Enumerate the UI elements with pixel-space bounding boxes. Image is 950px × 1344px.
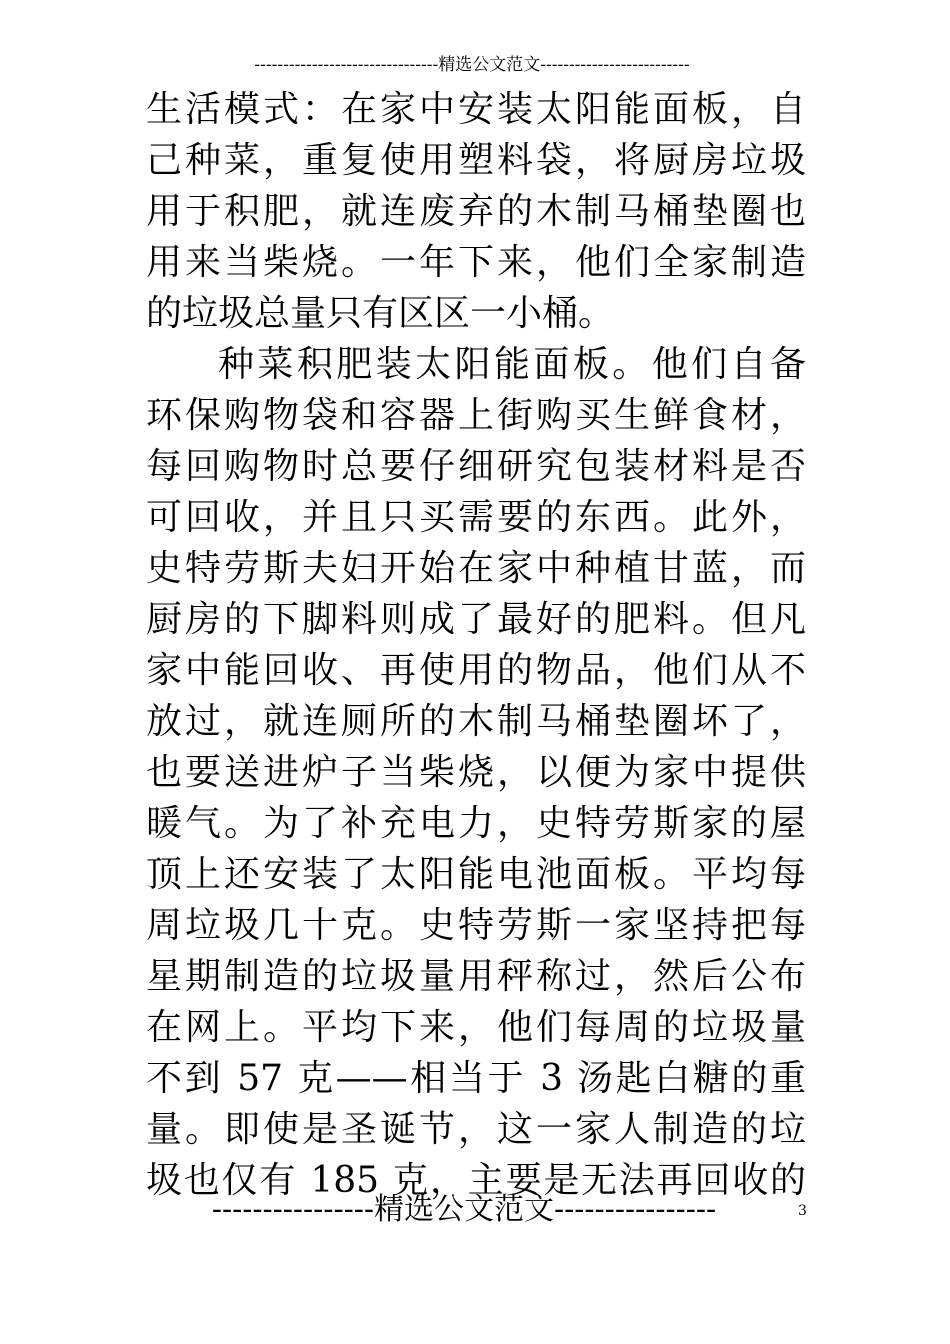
body-line: 圾也仅有 185 克，主要是无法再回收的 [146, 1160, 806, 1201]
page-number: 3 [798, 1203, 807, 1219]
body-line: 用于积肥，就连废弃的木制马桶垫圈也 [146, 191, 806, 232]
body-line: 每回购物时总要仔细研究包装材料是否 [146, 446, 806, 487]
body-line: 顶上还安装了太阳能电池面板。平均每 [146, 854, 806, 895]
body-line: 放过，就连厕所的木制马桶垫圈坏了， [146, 701, 806, 742]
page-footer: ----------------精选公文范文---------------- [211, 1192, 717, 1227]
body-line: 星期制造的垃圾量用秤称过，然后公布 [146, 956, 806, 997]
body-line: 环保购物袋和容器上街购买生鲜食材， [146, 395, 806, 436]
body-line: 厨房的下脚料则成了最好的肥料。但凡 [146, 599, 806, 640]
body-line: 量。即使是圣诞节，这一家人制造的垃 [146, 1109, 806, 1150]
body-line: 周垃圾几十克。史特劳斯一家坚持把每 [146, 905, 806, 946]
body-line: 史特劳斯夫妇开始在家中种植甘蓝，而 [146, 548, 806, 589]
body-line-paragraph-start: 种菜积肥装太阳能面板。他们自备 [218, 344, 806, 385]
body-line: 家中能回收、再使用的物品，他们从不 [146, 650, 806, 691]
body-line: 也要送进炉子当柴烧，以便为家中提供 [146, 752, 806, 793]
body-line: 的垃圾总量只有区区一小桶。 [146, 293, 615, 334]
body-line: 生活模式：在家中安装太阳能面板，自 [146, 89, 806, 130]
body-line: 不到 57 克——相当于 3 汤匙白糖的重 [146, 1058, 806, 1099]
body-line: 暖气。为了补充电力，史特劳斯家的屋 [146, 803, 806, 844]
body-line: 己种菜，重复使用塑料袋，将厨房垃圾 [146, 140, 806, 181]
body-line: 可回收，并且只买需要的东西。此外， [146, 497, 806, 538]
document-body [146, 84, 806, 1206]
page-header: --------------------------------精选公文范文-------------------------- [254, 55, 690, 75]
body-line: 用来当柴烧。一年下来，他们全家制造 [146, 242, 806, 283]
body-line: 在网上。平均下来，他们每周的垃圾量 [146, 1007, 806, 1048]
